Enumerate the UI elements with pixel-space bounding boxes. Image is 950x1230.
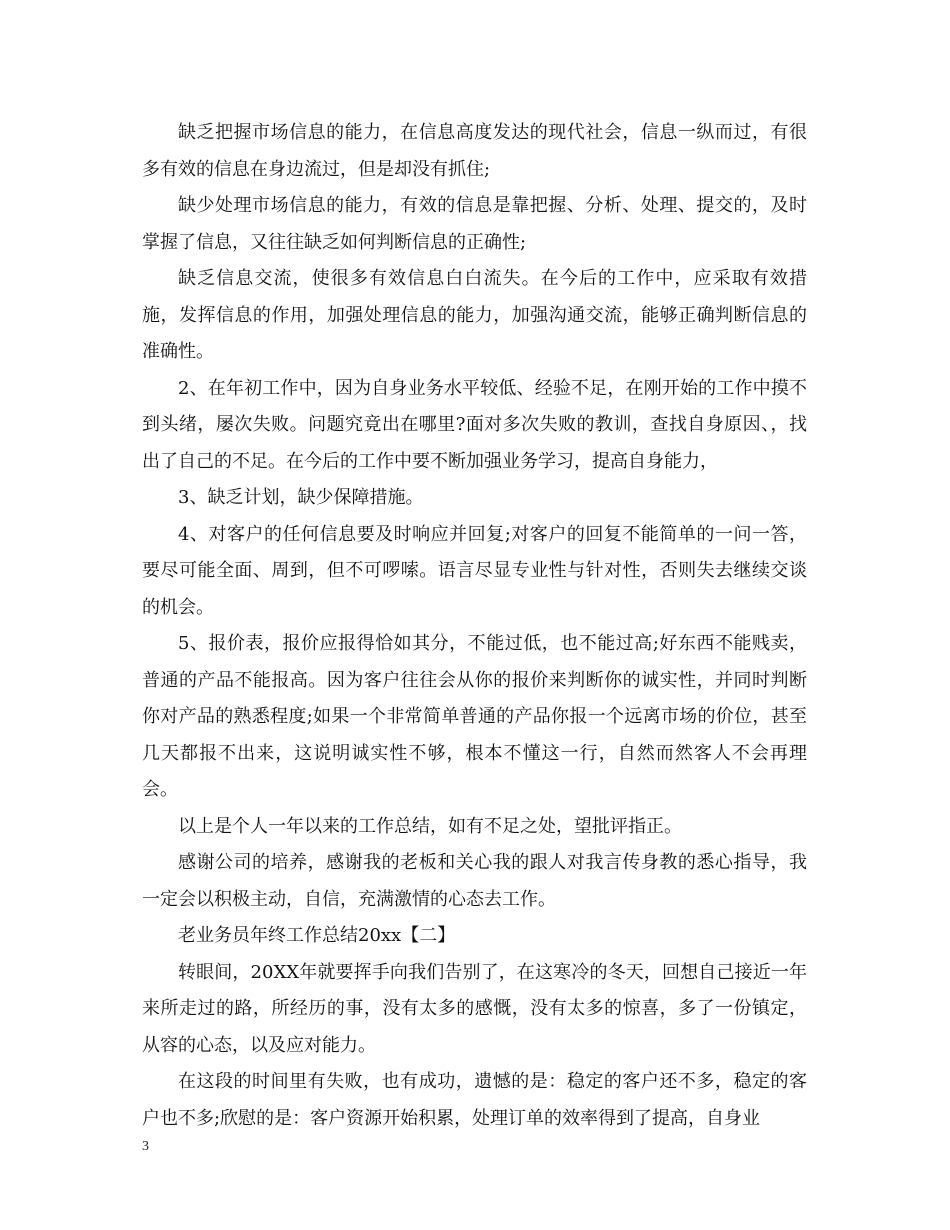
section-heading: 老业务员年终工作总结20xx【二】: [178, 925, 456, 946]
paragraph-market-info-processing: 缺少处理市场信息的能力，有效的信息是靠把握、分析、处理、提交的，及时掌握了信息，又往往缺乏如何判断信息的正确性;: [142, 195, 807, 253]
paragraph-market-info-grasp: 缺乏把握市场信息的能力，在信息高度发达的现代社会，信息一纵而过，有很多有效的信息在身边流过，但是却没有抓住;: [142, 122, 807, 180]
paragraph-info-exchange: 缺乏信息交流，使很多有效信息白白流失。在今后的工作中，应采取有效措施，发挥信息的作用，加强处理信息的能力，加强沟通交流，能够正确判断信息的准确性。: [142, 268, 807, 362]
paragraph-summary-closing: 以上是个人一年以来的工作总结，如有不足之处，望批评指正。: [178, 815, 682, 837]
paragraph-thanks: 感谢公司的培养，感谢我的老板和关心我的跟人对我言传身教的悉心指导，我一定会以积极主动，自信，充满激情的心态去工作。: [142, 852, 807, 910]
paragraph-item-5: 5、报价表，报价应报得恰如其分，不能过低，也不能过高;好东西不能贱卖，普通的产品不能报高。因为客户往往会从你的报价来判断你的诚实性，并同时判断你对产品的熟悉程度;如果一个非常简单普通的产品你报一个远离市场的价位，甚至几天都报不出来，这说明诚实性不够，根本不懂这一行，自然而然客人不会再理会。: [142, 633, 807, 800]
paragraph-item-2: 2、在年初工作中，因为自身业务水平较低、经验不足，在刚开始的工作中摸不到头绪，屡次失败。问题究竟出在哪里?面对多次失败的教训，查找自身原因、，找出了自己的不足。在今后的工作中要不断加强业务学习，提高自身能力，: [142, 377, 807, 472]
paragraph-item-4: 4、对客户的任何信息要及时响应并回复;对客户的回复不能简单的一问一答，要尽可能全面、周到，但不可啰嗦。语言尽显专业性与针对性，否则失去继续交谈的机会。: [142, 523, 807, 618]
page-number: 3: [142, 1139, 149, 1154]
paragraph-item-3: 3、缺乏计划，缺少保障措施。: [178, 487, 424, 508]
document-body: [142, 115, 807, 1137]
paragraph-year-reflection: 转眼间，20XX年就要挥手向我们告别了，在这寒冷的冬天，回想自己接近一年来所走过的路，所经历的事，没有太多的感慨，没有太多的惊喜，多了一份镇定，从容的心态，以及应对能力。: [142, 961, 807, 1056]
paragraph-success-failure: 在这段的时间里有失败，也有成功，遗憾的是：稳定的客户还不多，稳定的客户也不多;欣慰的是：客户资源开始积累，处理订单的效率得到了提高，自身业: [142, 1071, 807, 1129]
